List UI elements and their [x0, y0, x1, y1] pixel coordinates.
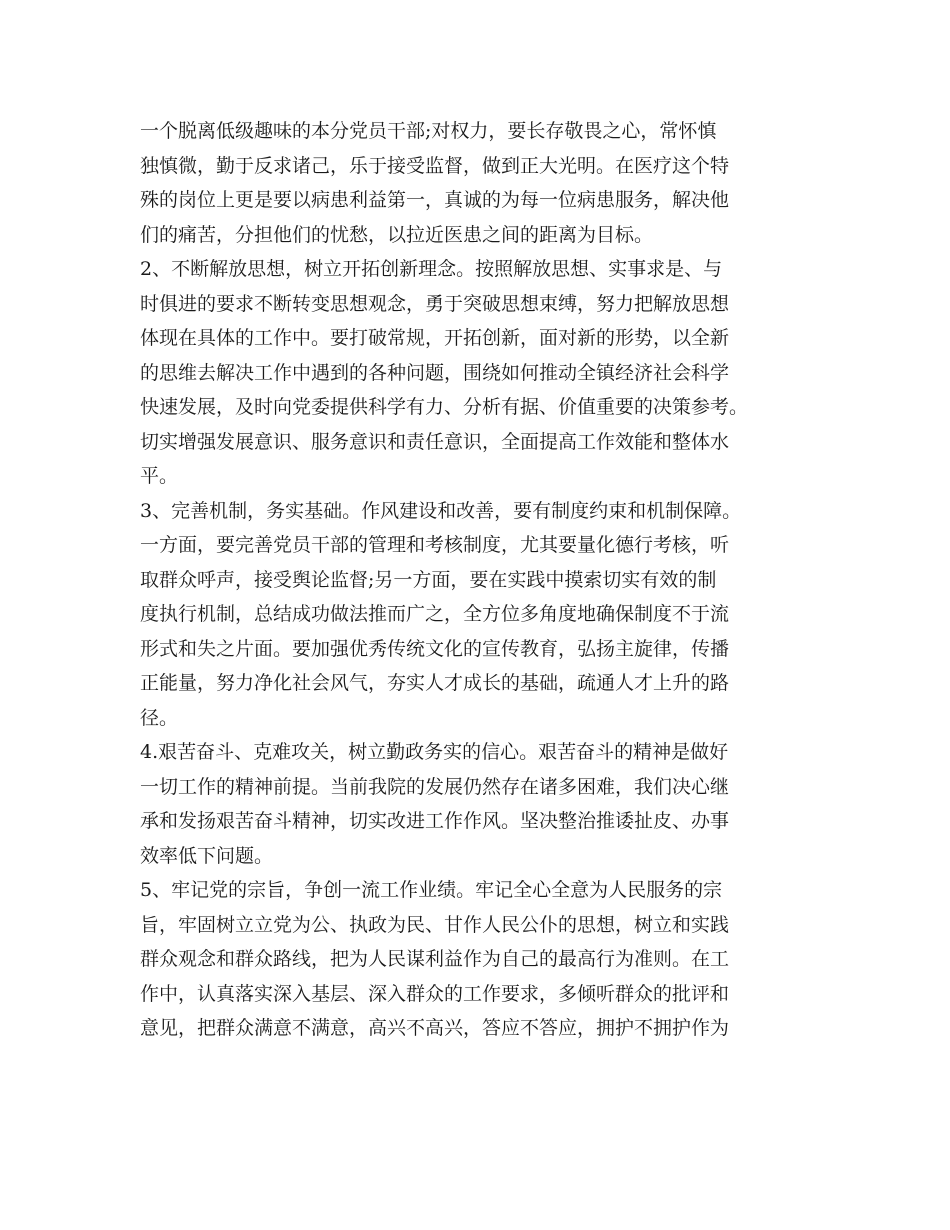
text-line: 3、完善机制，务实基础。作风建设和改善，要有制度约束和机制保障。	[140, 499, 742, 522]
text-line: 一切工作的精神前提。当前我院的发展仍然存在诸多困难，我们决心继	[140, 775, 730, 798]
text-line: 一个脱离低级趣味的本分党员干部;对权力，要长存敬畏之心，常怀慎	[140, 120, 717, 142]
text-line: 形式和失之片面。要加强优秀传统文化的宣传教育，弘扬主旋律，传播	[140, 637, 730, 660]
text-line: 意见，把群众满意不满意，高兴不高兴，答应不答应，拥护不拥护作为	[140, 1017, 730, 1039]
document-body	[140, 114, 820, 1046]
text-line: 5、牢记党的宗旨，争创一流工作业绩。牢记全心全意为人民服务的宗	[140, 879, 723, 901]
text-line: 的思维去解决工作中遇到的各种问题，围绕如何推动全镇经济社会科学	[140, 361, 730, 384]
text-line: 快速发展，及时向党委提供科学有力、分析有据、价值重要的决策参考。	[140, 396, 749, 418]
text-line: 体现在具体的工作中。要打破常规，开拓创新，面对新的形势，以全新	[140, 327, 730, 349]
text-line: 径。	[140, 706, 179, 729]
text-line: 承和发扬艰苦奋斗精神，切实改进工作作风。坚决整治推诿扯皮、办事	[140, 810, 730, 832]
text-line: 时俱进的要求不断转变思想观念，勇于突破思想束缚，努力把解放思想	[140, 292, 730, 315]
text-line: 群众观念和群众路线，把为人民谋利益作为自己的最高行为准则。在工	[140, 948, 730, 970]
text-line: 一方面，要完善党员干部的管理和考核制度，尤其要量化德行考核，听	[140, 534, 730, 556]
text-line: 们的痛苦，分担他们的忧愁，以拉近医患之间的距离为目标。	[140, 223, 654, 246]
text-line: 度执行机制，总结成功做法推而广之，全方位多角度地确保制度不于流	[140, 603, 730, 625]
text-line: 取群众呼声，接受舆论监督;另一方面，要在实践中摸索切实有效的制	[140, 568, 717, 591]
text-line: 切实增强发展意识、服务意识和责任意识，全面提高工作效能和整体水	[140, 430, 730, 453]
text-line: 正能量，努力净化社会风气，夯实人才成长的基础，疏通人才上升的路	[140, 672, 730, 694]
text-line: 独慎微，勤于反求诸己，乐于接受监督，做到正大光明。在医疗这个特	[140, 154, 730, 177]
text-line: 殊的岗位上更是要以病患利益第一，真诚的为每一位病患服务，解决他	[140, 189, 730, 211]
text-line: 4.艰苦奋斗、克难攻关，树立勤政务实的信心。艰苦奋斗的精神是做好	[140, 741, 729, 763]
text-line: 旨，牢固树立立党为公、执政为民、甘作人民公仆的思想，树立和实践	[140, 913, 730, 936]
text-line: 效率低下问题。	[140, 844, 274, 867]
text-line: 作中，认真落实深入基层、深入群众的工作要求，多倾听群众的批评和	[140, 982, 730, 1005]
text-line: 2、不断解放思想，树立开拓创新理念。按照解放思想、实事求是、与	[140, 258, 723, 280]
text-line: 平。	[140, 465, 179, 487]
